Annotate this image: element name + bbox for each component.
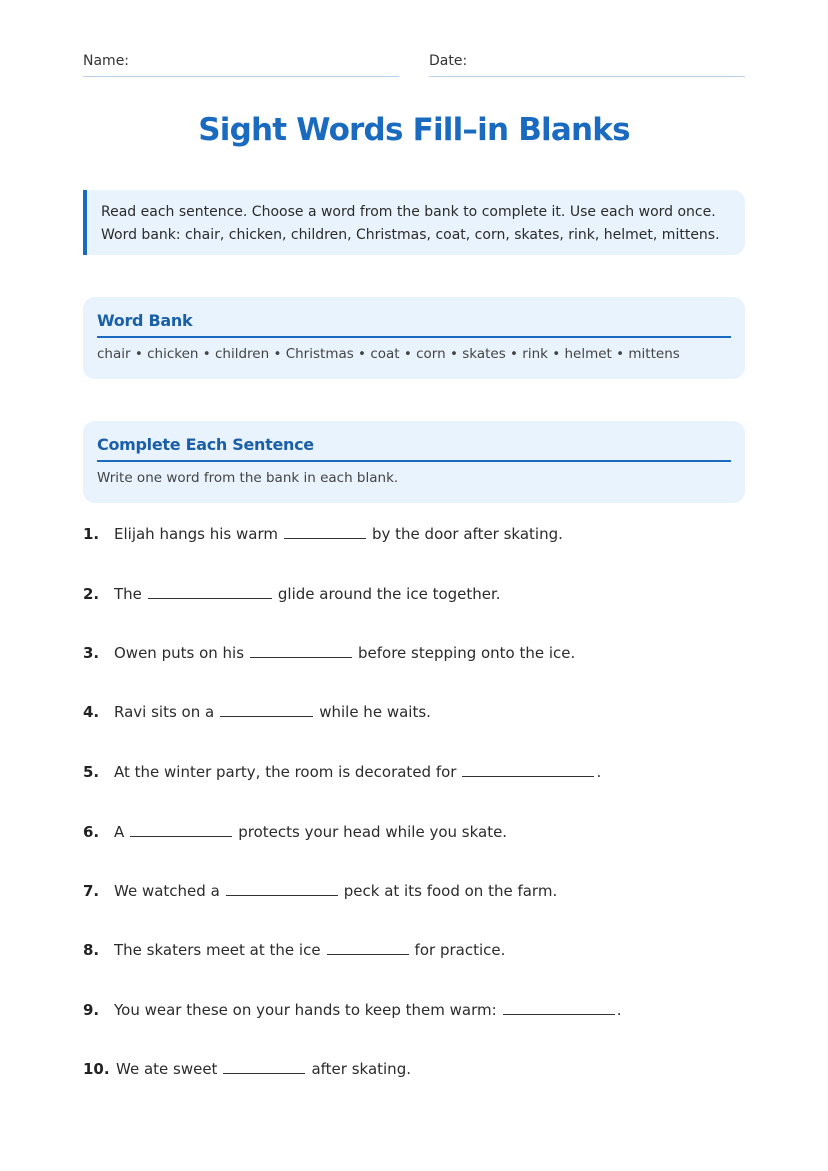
question-number: 9. [83, 1001, 100, 1019]
answer-blank[interactable] [503, 998, 615, 1015]
name-field[interactable] [83, 52, 399, 77]
question-text-before: We watched a [114, 882, 220, 900]
question-text-before: Owen puts on his [114, 644, 245, 662]
question-item [83, 582, 501, 606]
question-number: 5. [83, 763, 100, 781]
word-bank-words: chair • chicken • children • Christmas • coat • corn • skates • rink • helmet • mittens [97, 346, 680, 362]
question-item [83, 879, 557, 903]
question-text-after: after skating. [311, 1060, 411, 1078]
answer-blank[interactable] [462, 760, 594, 777]
question-item [83, 820, 507, 844]
question-text-after: . [596, 763, 602, 781]
date-label: Date: [429, 53, 468, 69]
name-date-row [83, 52, 745, 78]
answer-blank[interactable] [223, 1057, 305, 1074]
question-text-after: peck at its food on the farm. [343, 882, 558, 900]
answer-blank[interactable] [148, 582, 272, 599]
question-text-after: before stepping onto the ice. [358, 644, 576, 662]
question-text-after: while he waits. [319, 703, 431, 721]
question-number: 7. [83, 882, 100, 900]
answer-blank[interactable] [130, 820, 232, 837]
instructions-line-2: Word bank: chair, chicken, children, Christmas, coat, corn, skates, rink, helmet, mittens. [101, 227, 720, 243]
question-item [83, 700, 431, 724]
complete-sentences-panel [83, 421, 745, 503]
question-item [83, 998, 621, 1022]
name-label: Name: [83, 53, 130, 69]
question-item [83, 641, 575, 665]
question-item [83, 760, 601, 784]
question-text-before: A [114, 823, 125, 841]
word-bank-heading: Word Bank [97, 311, 731, 338]
question-text-before: At the winter party, the room is decorated for [114, 763, 457, 781]
question-number: 3. [83, 644, 100, 662]
instructions-line-1: Read each sentence. Choose a word from the bank to complete it. Use each word once. [101, 204, 716, 220]
question-text-before: The [114, 585, 142, 603]
question-text-after: by the door after skating. [372, 525, 563, 543]
question-text-before: Ravi sits on a [114, 703, 215, 721]
question-number: 8. [83, 941, 100, 959]
question-text-after: protects your head while you skate. [238, 823, 508, 841]
question-item [83, 938, 505, 962]
word-bank-panel [83, 297, 745, 379]
complete-sentences-heading: Complete Each Sentence [97, 435, 731, 462]
question-text-before: We ate sweet [116, 1060, 218, 1078]
page-title: Sight Words Fill–in Blanks [198, 112, 630, 148]
instructions-box [83, 190, 745, 255]
question-text-before: The skaters meet at the ice [114, 941, 321, 959]
question-text-after: for practice. [414, 941, 506, 959]
question-text-after: . [616, 1001, 622, 1019]
question-item [83, 1057, 411, 1081]
answer-blank[interactable] [226, 879, 338, 896]
question-text-after: glide around the ice together. [277, 585, 501, 603]
question-item [83, 522, 563, 546]
answer-blank[interactable] [220, 700, 313, 717]
question-number: 1. [83, 525, 100, 543]
answer-blank[interactable] [284, 522, 366, 539]
question-number: 4. [83, 703, 100, 721]
question-number: 10. [83, 1060, 110, 1078]
answer-blank[interactable] [327, 938, 409, 955]
question-number: 2. [83, 585, 100, 603]
date-field[interactable] [429, 52, 745, 77]
question-text-before: Elijah hangs his warm [114, 525, 278, 543]
question-text-before: You wear these on your hands to keep them warm: [114, 1001, 497, 1019]
question-number: 6. [83, 823, 100, 841]
complete-sentences-subtext: Write one word from the bank in each blank. [97, 470, 399, 486]
answer-blank[interactable] [250, 641, 352, 658]
